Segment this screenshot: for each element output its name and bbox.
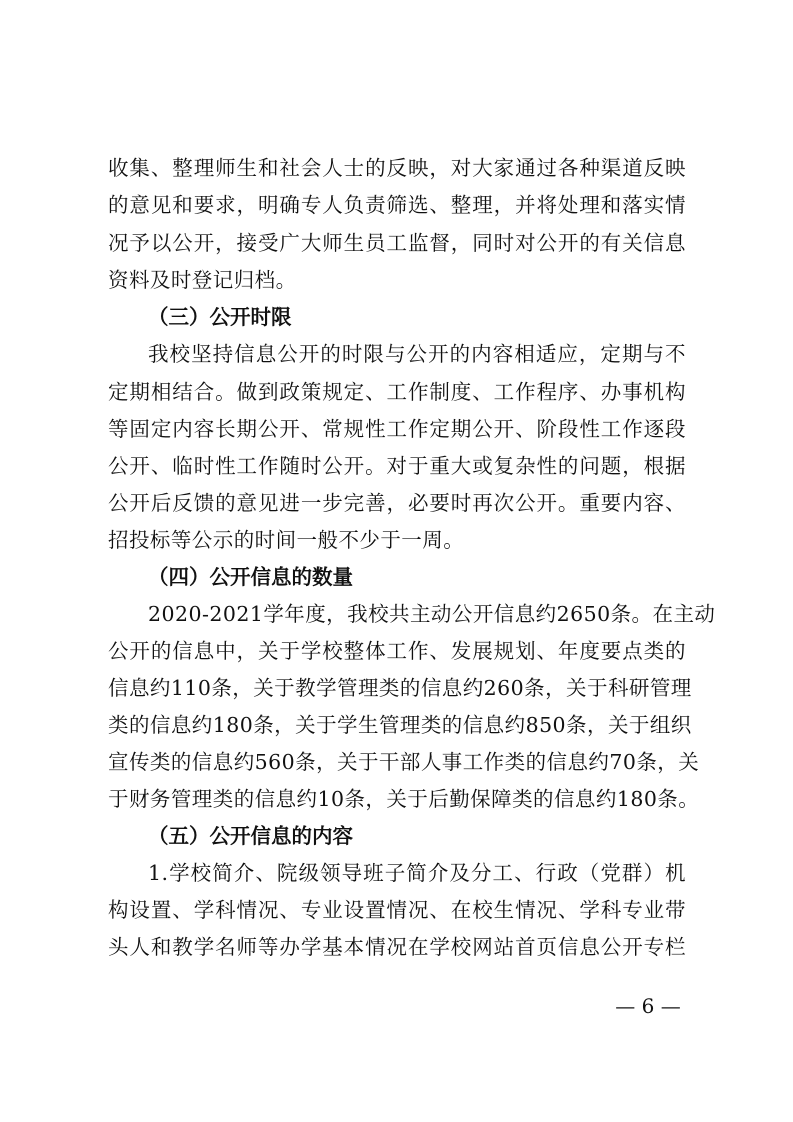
body-text-line: 招投标等公示的时间一般不少于一周。: [108, 528, 465, 552]
body-text-line: 构设置、学科情况、专业设置情况、在校生情况、学科专业带: [108, 898, 686, 922]
section-heading: （五）公开信息的内容: [148, 824, 353, 848]
body-text-line: 我校坚持信息公开的时限与公开的内容相适应，定期与不: [148, 342, 686, 366]
body-text-line: 头人和教学名师等办学基本情况在学校网站首页信息公开专栏: [108, 935, 686, 959]
body-text-line: 2020-2021学年度，我校共主动公开信息约2650条。在主动: [148, 602, 716, 626]
body-text-line: 况予以公开，接受广大师生员工监督，同时对公开的有关信息: [108, 231, 686, 255]
body-text-line: 公开的信息中，关于学校整体工作、发展规划、年度要点类的: [108, 639, 686, 663]
body-text-line: 于财务管理类的信息约10条，关于后勤保障类的信息约180条。: [108, 787, 700, 811]
body-text-line: 宣传类的信息约560条，关于干部人事工作类的信息约70条，关: [108, 750, 700, 774]
body-text-line: 收集、整理师生和社会人士的反映，对大家通过各种渠道反映: [108, 156, 686, 180]
body-text-line: 公开后反馈的意见进一步完善，必要时再次公开。重要内容、: [108, 491, 686, 515]
section-heading: （四）公开信息的数量: [148, 565, 353, 589]
body-text-line: 的意见和要求，明确专人负责筛选、整理，并将处理和落实情: [108, 193, 686, 217]
page-number: — 6 —: [615, 994, 681, 1018]
body-text-line: 类的信息约180条，关于学生管理类的信息约850条，关于组织: [108, 713, 692, 737]
body-text-line: 等固定内容长期公开、常规性工作定期公开、阶段性工作逐段: [108, 417, 686, 441]
body-text-line: 1.学校简介、院级领导班子简介及分工、行政（党群）机: [148, 861, 686, 885]
body-text-line: 资料及时登记归档。: [108, 268, 297, 292]
body-text-line: 定期相结合。做到政策规定、工作制度、工作程序、办事机构: [108, 380, 686, 404]
body-text-line: 信息约110条，关于教学管理类的信息约260条，关于科研管理: [108, 676, 692, 700]
section-heading: （三）公开时限: [148, 305, 292, 329]
body-text-line: 公开、临时性工作随时公开。对于重大或复杂性的问题，根据: [108, 454, 686, 478]
